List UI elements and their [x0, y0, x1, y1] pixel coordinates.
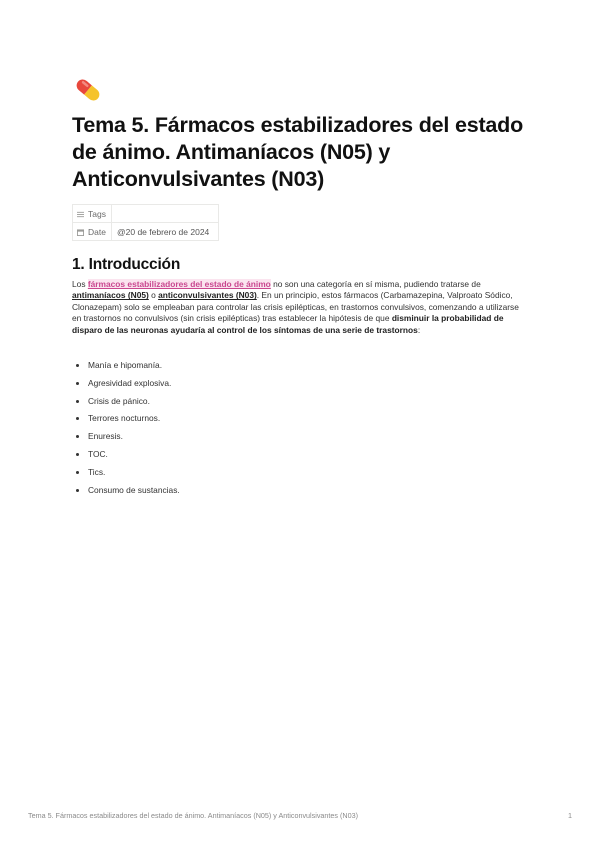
- property-row-tags: [73, 205, 219, 223]
- disorder-list: [72, 360, 180, 502]
- intro-paragraph: Los fármacos estabilizadores del estado de ánimo no son una categoría en sí misma, pudiendo tratarse de antimaníacos (N05) o anticonvulsivantes (N03). En un principio, estos fármacos (Carbamazepina, Valproato Sódico, Clonazepam) solo se empleaban para controlar las crisis epilépticas, en trastornos convulsivos, comenzando a utilizarse en trastornos no convulsivos (sin crisis epilépticas) tras establecer la hipótesis de que disminuir la probabilidad de disparo de las neuronas ayudaría al control de los síntomas de una serie de trastornos:: [72, 279, 519, 335]
- pill-icon: [72, 74, 104, 106]
- antimaniacos-term: antimaníacos (N05): [72, 290, 149, 301]
- hypothesis-bold: disminuir la probabilidad de disparo de las neuronas ayudaría al control de los síntomas de una serie de trastornos: [72, 313, 504, 335]
- page-number: 1: [568, 811, 572, 820]
- list-item: • TOC.: [88, 449, 180, 467]
- property-value-tags[interactable]: [112, 205, 219, 223]
- list-icon: [77, 211, 84, 218]
- footer-title: Tema 5. Fármacos estabilizadores del estado de ánimo. Antimaníacos (N05) y Anticonvulsivantes (N03): [28, 811, 358, 820]
- section-heading: 1. Introducción: [72, 256, 181, 273]
- mood-stabilizers-link[interactable]: fármacos estabilizadores del estado de ánimo: [87, 279, 271, 289]
- list-item: • Enuresis.: [88, 431, 180, 449]
- page-title: Tema 5. Fármacos estabilizadores del estado de ánimo. Antimaníacos (N05) y Anticonvulsivantes (N03): [72, 113, 524, 191]
- list-item: • Crisis de pánico.: [88, 396, 180, 414]
- properties-table: [72, 204, 219, 241]
- anticonvulsivantes-term: anticonvulsivantes (N03): [158, 290, 257, 301]
- list-item: • Manía e hipomanía.: [88, 360, 180, 378]
- property-label-tags: Tags: [88, 208, 106, 219]
- calendar-icon: [77, 229, 84, 236]
- property-value-date[interactable]: @20 de febrero de 2024: [112, 223, 219, 241]
- list-item: • Consumo de sustancias.: [88, 485, 180, 503]
- list-item: • Tics.: [88, 467, 180, 485]
- list-item: • Agresividad explosiva.: [88, 378, 180, 396]
- property-label-date: Date: [88, 226, 106, 237]
- property-row-date: [73, 223, 219, 241]
- list-item: • Terrores nocturnos.: [88, 413, 180, 431]
